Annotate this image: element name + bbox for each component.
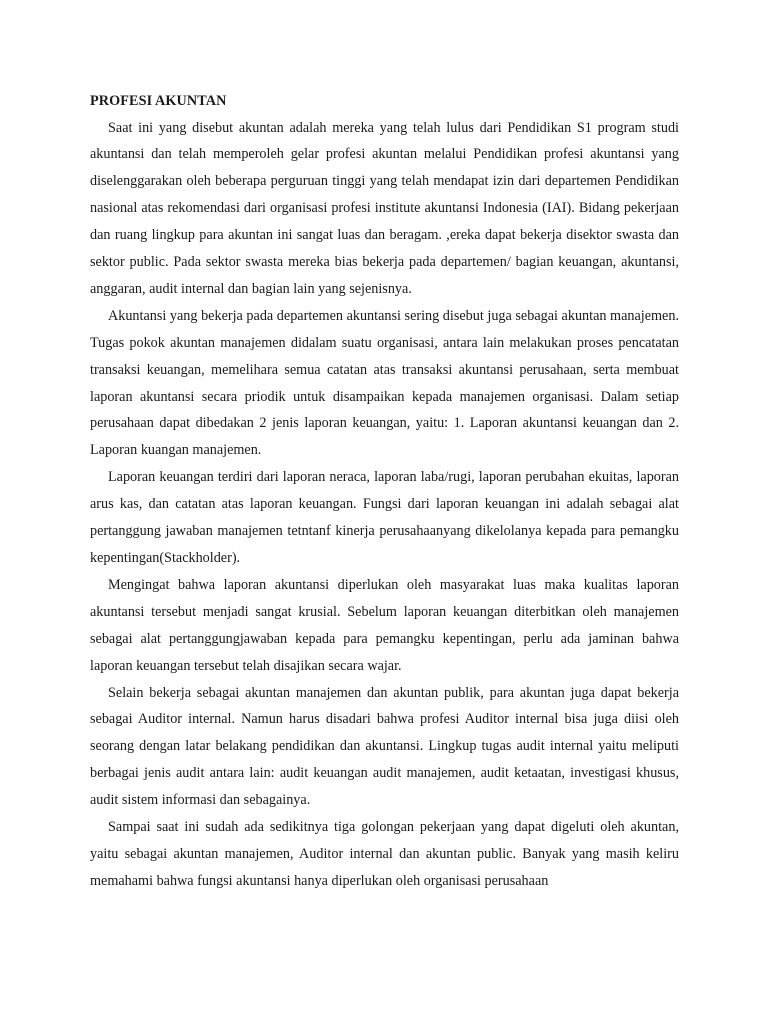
paragraph-6: Sampai saat ini sudah ada sedikitnya tiga golongan pekerjaan yang dapat digeluti oleh akuntan, yaitu sebagai akuntan manajemen, Auditor internal dan akuntan public. Banyak yang masih keliru memahami bahwa fungsi akuntansi hanya diperlukan oleh organisasi perusahaan [90, 819, 679, 889]
paragraph-1: Saat ini yang disebut akuntan adalah mereka yang telah lulus dari Pendidikan S1 program studi akuntansi dan telah memperoleh gelar profesi akuntan melalui Pendidikan profesi akuntansi yang diselenggarakan oleh beberapa perguruan tinggi yang telah mendapat izin dari departemen Pendidikan nasional atas rekomendasi dari organisasi profesi institute akuntansi Indonesia (IAI). Bidang pekerjaan dan ruang lingkup para akuntan ini sangat luas dan beragam. ,ereka dapat bekerja disektor swasta dan sektor public. Pada sektor swasta mereka bias bekerja pada departemen/ bagian keuangan, akuntansi, anggaran, audit internal dan bagian lain yang sejenisnya. [90, 119, 679, 297]
paragraph-3: Laporan keuangan terdiri dari laporan neraca, laporan laba/rugi, laporan perubahan ekuitas, laporan arus kas, dan catatan atas laporan keuangan. Fungsi dari laporan keuangan ini adalah sebagai alat pertanggung jawaban manajemen tetntanf kinerja perusahaanyang dikelolanya kepada para pemangku kepentingan(Stackholder). [90, 469, 679, 566]
paragraph-2: Akuntansi yang bekerja pada departemen akuntansi sering disebut juga sebagai akuntan manajemen. Tugas pokok akuntan manajemen didalam suatu organisasi, antara lain melakukan proses pencatatan transaksi keuangan, memelihara semua catatan atas transaksi akuntansi perusahaan, serta membuat laporan akuntansi secara priodik untuk disampaikan kepada manajemen organisasi. Dalam setiap perusahaan dapat dibedakan 2 jenis laporan keuangan, yaitu: 1. Laporan akuntansi keuangan dan 2. Laporan kuangan manajemen. [90, 307, 679, 459]
paragraph-4: Mengingat bahwa laporan akuntansi diperlukan oleh masyarakat luas maka kualitas laporan akuntansi tersebut menjadi sangat krusial. Sebelum laporan keuangan diterbitkan oleh manajemen sebagai alat pertanggungjawaban kepada para pemangku kepentingan, perlu ada jaminan bahwa laporan keuangan tersebut telah disajikan secara wajar. [90, 576, 679, 674]
document-page [90, 88, 679, 895]
paragraph-5: Selain bekerja sebagai akuntan manajemen dan akuntan publik, para akuntan juga dapat bekerja sebagai Auditor internal. Namun harus disadari bahwa profesi Auditor internal bisa juga diisi oleh seorang dengan latar belakang pendidikan dan akuntansi. Lingkup tugas audit internal yaitu meliputi berbagai jenis audit antara lain: audit keuangan audit manajemen, audit ketaatan, investigasi khusus, audit sistem informasi dan sebagainya. [90, 684, 679, 809]
document-title: PROFESI AKUNTAN [90, 93, 227, 109]
